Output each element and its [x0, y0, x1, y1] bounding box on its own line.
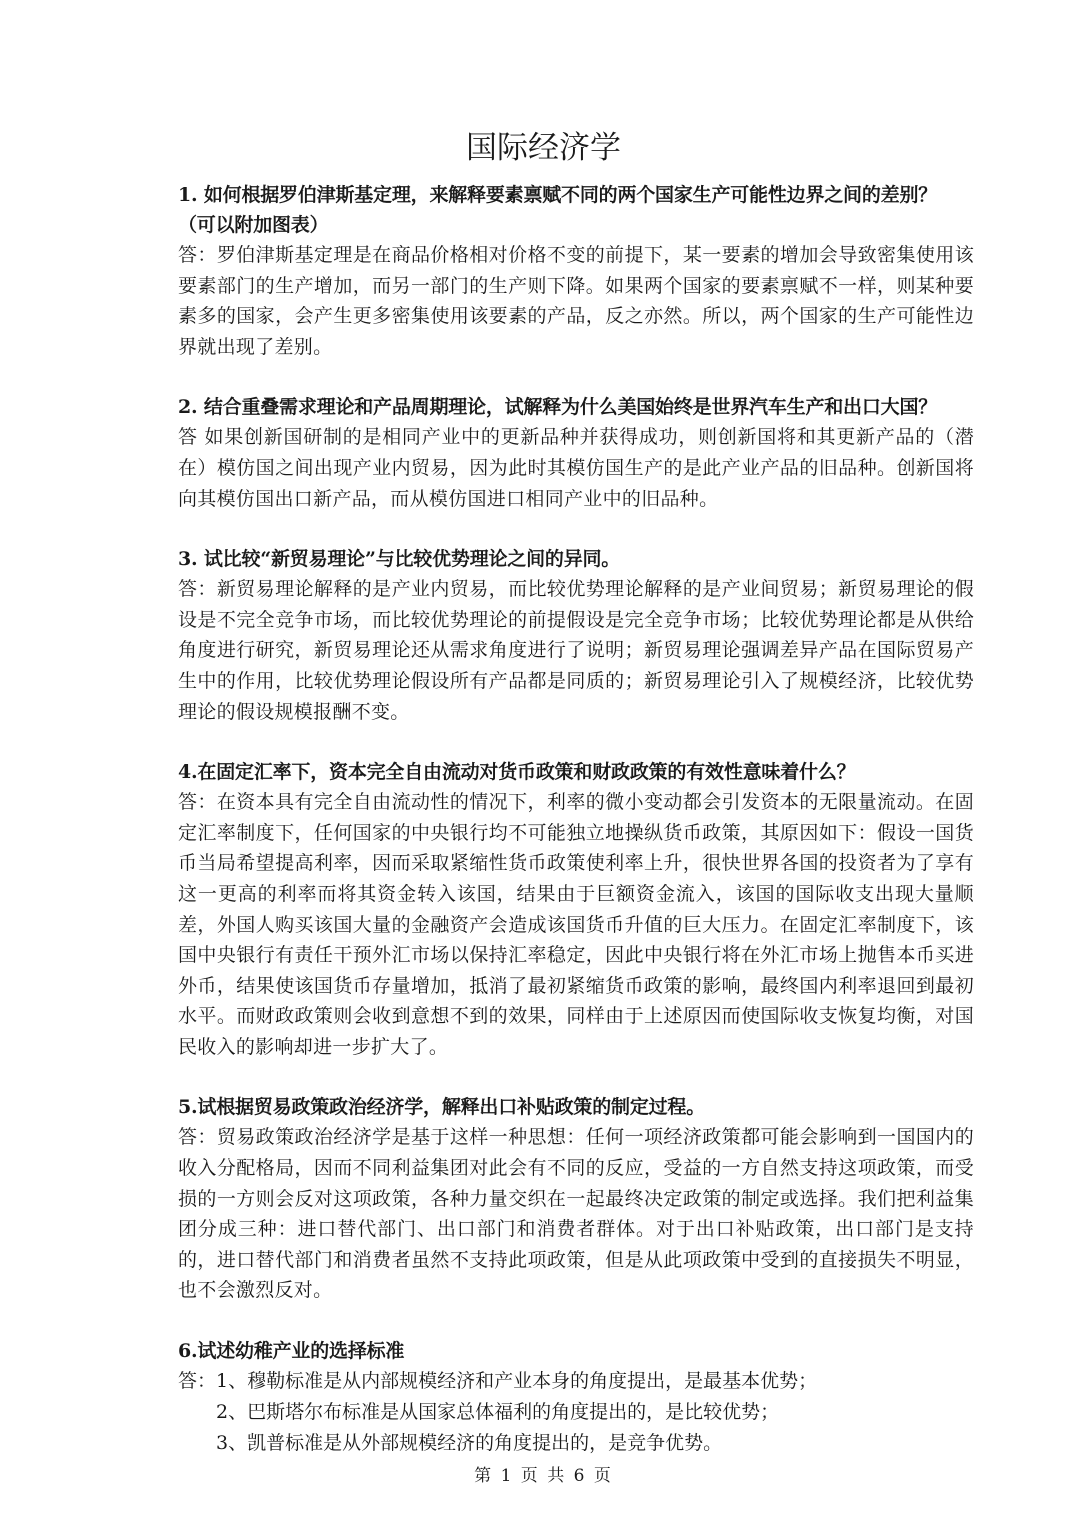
- answer-2: 答 如果创新国研制的是相同产业中的更新品种并获得成功，则创新国将和其更新产品的（潜在）模仿国之间出现产业内贸易，因为此时其模仿国生产的是此产业产品的旧品种。创新国将向其模仿国出口新产品，而从模仿国进口相同产业中的旧品种。: [178, 426, 974, 510]
- answer-6-line-1: 答：1、穆勒标准是从内部规模经济和产业本身的角度提出，是最基本优势；: [178, 1370, 818, 1393]
- document-body: [178, 180, 974, 1459]
- answer-4: 答：在资本具有完全自由流动性的情况下，利率的微小变动都会引发资本的无限量流动。在固定汇率制度下，任何国家的中央银行均不可能独立地操纵货币政策，其原因如下：假设一国货币当局希望提高利率，因而采取紧缩性货币政策使利率上升，很快世界各国的投资者为了享有这一更高的利率而将其资金转入该国，结果由于巨额资金流入，该国的国际收支出现大量顺差，外国人购买该国大量的金融资产会造成该国货币升值的巨大压力。在固定汇率制度下，该国中央银行有责任干预外汇市场以保持汇率稳定，因此中央银行将在外汇市场上抛售本币买进外币，结果使该国货币存量增加，抵消了最初紧缩货币政策的影响，最终国内利率退回到最初水平。而财政政策则会收到意想不到的效果，同样由于上述原因而使国际收支恢复均衡，对国民收入的影响却进一步扩大了。: [178, 791, 974, 1058]
- answer-5: 答：贸易政策政治经济学是基于这样一种思想：任何一项经济政策都可能会影响到一国国内的收入分配格局，因而不同利益集团对此会有不同的反应，受益的一方自然支持这项政策，而受损的一方则会反对这项政策，各种力量交织在一起最终决定政策的制定或选择。我们把利益集团分成三种：进口替代部门、出口部门和消费者群体。对于出口补贴政策，出口部门是支持的，进口替代部门和消费者虽然不支持此项政策，但是从此项政策中受到的直接损失不明显，也不会激烈反对。: [178, 1126, 974, 1302]
- question-4: 4.在固定汇率下，资本完全自由流动对货币政策和财政政策的有效性意味着什么？: [178, 761, 856, 784]
- question-2: 2. 结合重叠需求理论和产品周期理论，试解释为什么美国始终是世界汽车生产和出口大国？: [178, 396, 938, 419]
- question-6: 6.试述幼稚产业的选择标准: [178, 1340, 405, 1363]
- answer-3: 答：新贸易理论解释的是产业内贸易，而比较优势理论解释的是产业间贸易；新贸易理论的假设是不完全竞争市场，而比较优势理论的前提假设是完全竞争市场；比较优势理论都是从供给角度进行研究，新贸易理论还从需求角度进行了说明；新贸易理论强调差异产品在国际贸易产生中的作用，比较优势理论假设所有产品都是同质的；新贸易理论引入了规模经济，比较优势理论的假设规模报酬不变。: [178, 578, 974, 723]
- answer-1: 答：罗伯津斯基定理是在商品价格相对价格不变的前提下，某一要素的增加会导致密集使用该要素部门的生产增加，而另一部门的生产则下降。如果两个国家的要素禀赋不一样，则某种要素多的国家，会产生更多密集使用该要素的产品，反之亦然。所以，两个国家的生产可能性边界就出现了差别。: [178, 244, 974, 358]
- question-5: 5.试根据贸易政策政治经济学，解释出口补贴政策的制定过程。: [178, 1096, 706, 1119]
- answer-6-line-3: 3、凯普标准是从外部规模经济的角度提出的，是竞争优势。: [216, 1432, 723, 1455]
- answer-6-line-2: 2、巴斯塔尔布标准是从国家总体福利的角度提出的，是比较优势；: [216, 1401, 780, 1424]
- question-1: 1. 如何根据罗伯津斯基定理，来解释要素禀赋不同的两个国家生产可能性边界之间的差别？（可以附加图表）: [178, 184, 938, 236]
- question-3: 3. 试比较“新贸易理论”与比较优势理论之间的异同。: [178, 548, 621, 571]
- document-title: 国际经济学: [466, 130, 621, 166]
- page-footer: 第 1 页 共 6 页: [474, 1466, 613, 1486]
